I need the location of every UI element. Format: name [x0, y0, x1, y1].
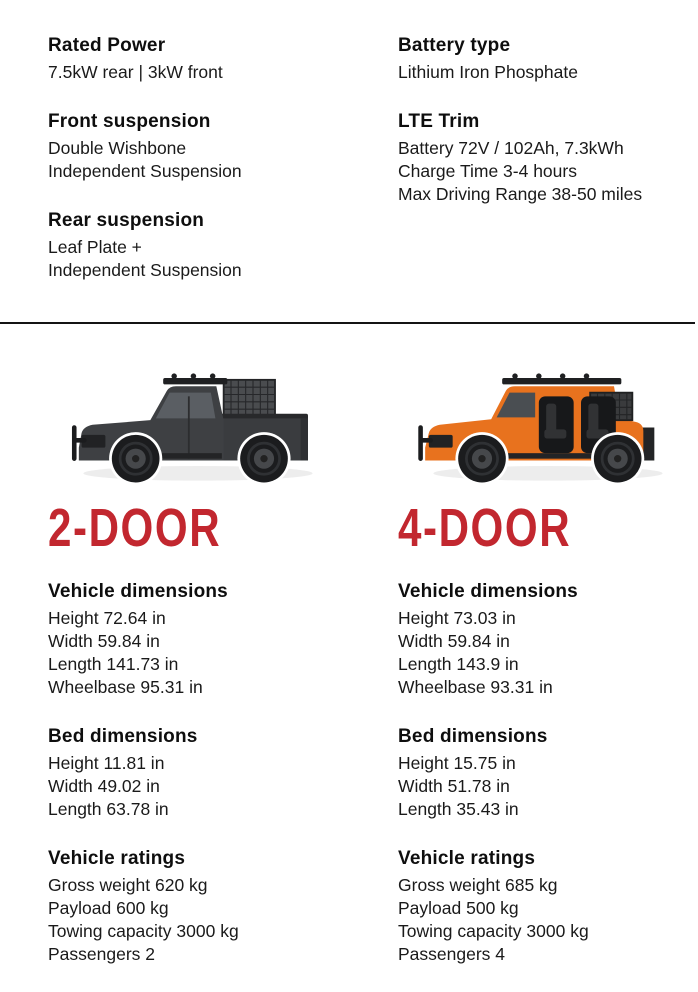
spec-line: 7.5kW rear | 3kW front — [48, 62, 223, 82]
front-suspension-block — [48, 110, 398, 183]
lte-trim-block — [398, 110, 695, 206]
spec-line: Length 141.73 in — [48, 654, 179, 674]
battery-type-block — [398, 34, 695, 84]
model-title-2door: 2-DOOR — [48, 498, 222, 558]
spec-heading: Rated Power — [48, 35, 166, 56]
spec-line: Width 59.84 in — [398, 631, 510, 651]
spec-line: Towing capacity 3000 kg — [48, 921, 239, 941]
two-door-vehicle-image — [48, 356, 348, 488]
spec-line: Passengers 2 — [48, 944, 156, 964]
bed-dimensions-block — [398, 725, 698, 821]
model-4door-column — [398, 356, 698, 992]
spec-line: Lithium Iron Phosphate — [398, 62, 578, 82]
spec-line: Width 51.78 in — [398, 776, 510, 796]
rated-power-block — [48, 34, 398, 84]
spec-line: Payload 600 kg — [48, 898, 169, 918]
spec-line: Leaf Plate + — [48, 237, 142, 257]
spec-line: Battery 72V / 102Ah, 7.3kWh — [398, 138, 624, 158]
spec-line: Height 72.64 in — [48, 608, 166, 628]
spec-line: Length 143.9 in — [398, 654, 519, 674]
spec-heading: Vehicle dimensions — [398, 581, 578, 602]
spec-line: Payload 500 kg — [398, 898, 519, 918]
spec-line: Passengers 4 — [398, 944, 506, 964]
spec-line: Charge Time 3-4 hours — [398, 161, 577, 181]
spec-line: Double Wishbone — [48, 138, 187, 158]
spec-line: Length 35.43 in — [398, 799, 519, 819]
spec-line: Height 73.03 in — [398, 608, 516, 628]
spec-line: Wheelbase 95.31 in — [48, 677, 203, 697]
spec-heading: Battery type — [398, 35, 511, 56]
spec-line: Wheelbase 93.31 in — [398, 677, 553, 697]
spec-line: Width 49.02 in — [48, 776, 160, 796]
spec-line: Height 15.75 in — [398, 753, 516, 773]
spec-line: Gross weight 620 kg — [48, 875, 208, 895]
vehicle-dimensions-block — [48, 580, 398, 699]
spec-heading: Front suspension — [48, 111, 211, 132]
bed-dimensions-block — [48, 725, 398, 821]
spec-line: Max Driving Range 38-50 miles — [398, 184, 643, 204]
spec-heading: LTE Trim — [398, 111, 480, 132]
rear-suspension-block — [48, 209, 398, 282]
top-right-column — [398, 34, 695, 308]
spec-line: Independent Suspension — [48, 161, 242, 181]
vehicle-dimensions-block — [398, 580, 698, 699]
four-door-vehicle-illustration — [398, 356, 698, 488]
top-left-column — [48, 34, 398, 308]
powertrain-specs-section — [0, 0, 695, 308]
spec-heading: Vehicle ratings — [398, 848, 536, 869]
model-title-4door: 4-DOOR — [398, 498, 572, 558]
model-comparison-section — [0, 324, 695, 992]
spec-heading: Rear suspension — [48, 210, 205, 231]
two-door-vehicle-illustration — [48, 356, 348, 488]
spec-line: Gross weight 685 kg — [398, 875, 558, 895]
spec-line: Height 11.81 in — [48, 753, 165, 773]
spec-line: Length 63.78 in — [48, 799, 169, 819]
spec-line: Towing capacity 3000 kg — [398, 921, 589, 941]
spec-line: Width 59.84 in — [48, 631, 160, 651]
spec-heading: Vehicle ratings — [48, 848, 186, 869]
vehicle-ratings-block — [48, 847, 398, 966]
model-2door-column — [48, 356, 398, 992]
four-door-vehicle-image — [398, 356, 698, 488]
spec-heading: Vehicle dimensions — [48, 581, 228, 602]
spec-line: Independent Suspension — [48, 260, 242, 280]
spec-heading: Bed dimensions — [398, 726, 548, 747]
spec-heading: Bed dimensions — [48, 726, 198, 747]
vehicle-ratings-block — [398, 847, 698, 966]
